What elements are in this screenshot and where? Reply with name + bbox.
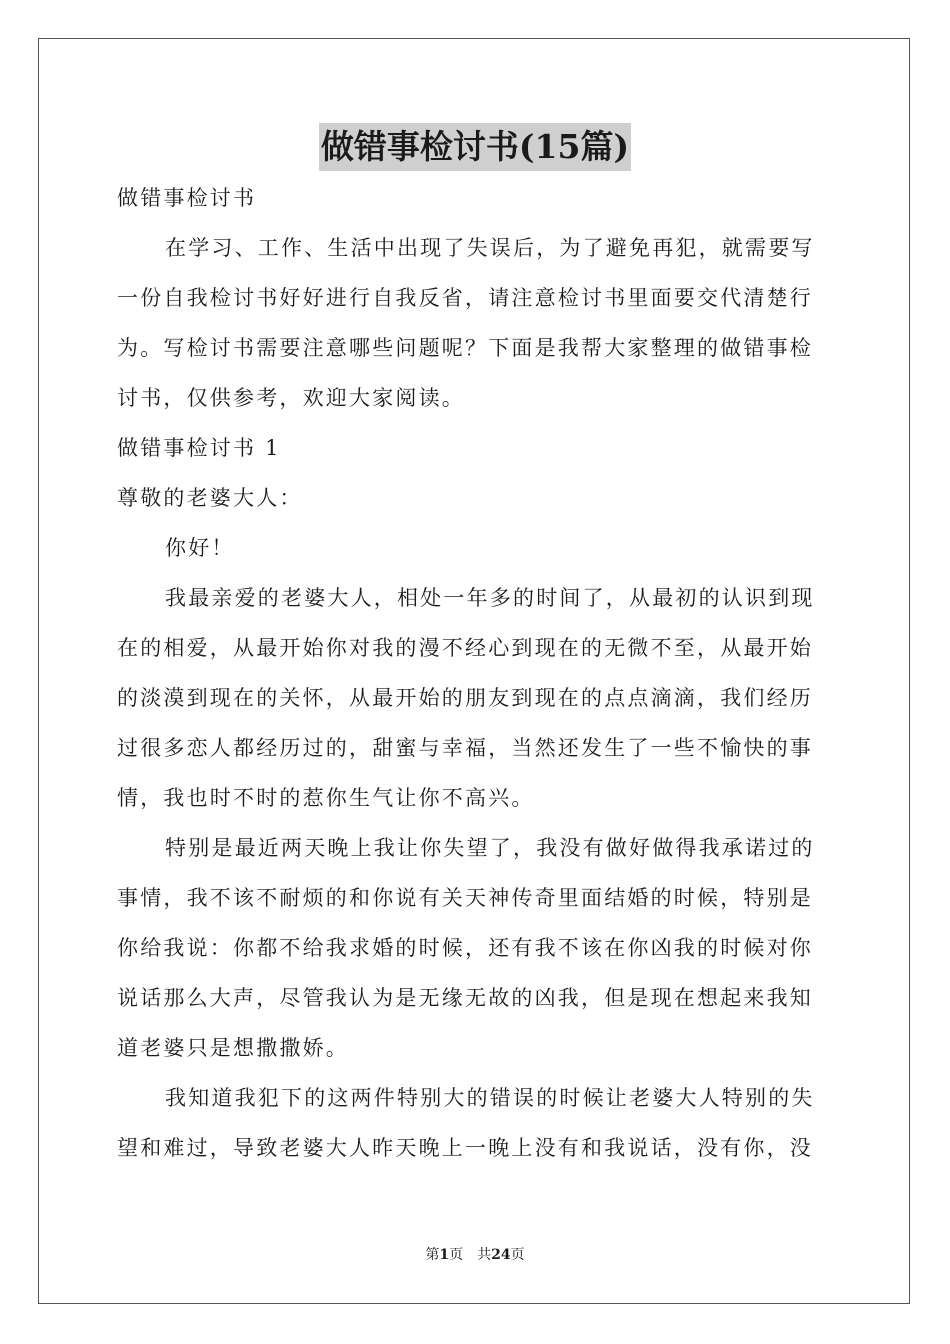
total-page-number: 24 <box>491 1247 511 1263</box>
page-mid: 页 共 <box>449 1247 492 1263</box>
current-page-number: 1 <box>439 1247 450 1263</box>
document-title: 做错事检讨书(15篇) <box>319 123 631 171</box>
page-footer <box>0 1245 950 1265</box>
page-prefix: 第 <box>425 1247 440 1263</box>
page-suffix: 页 <box>510 1247 525 1263</box>
greeting: 你好！ <box>165 536 235 560</box>
body-line: 望和难过，导致老婆大人昨天晚上一晚上没有和我说话，没有你，没 <box>117 1136 813 1160</box>
body-line: 在学习、工作、生活中出现了失误后，为了避免再犯，就需要写 <box>165 236 815 260</box>
body-line: 情，我也时不时的惹你生气让你不高兴。 <box>117 786 535 810</box>
body-line: 过很多恋人都经历过的，甜蜜与幸福，当然还发生了一些不愉快的事 <box>117 736 813 760</box>
body-line: 为。写检讨书需要注意哪些问题呢？下面是我帮大家整理的做错事检 <box>117 336 813 360</box>
body-line: 一份自我检讨书好好进行自我反省，请注意检讨书里面要交代清楚行 <box>117 286 813 310</box>
title-container <box>0 123 950 171</box>
document-body <box>117 173 833 1173</box>
body-line: 我最亲爱的老婆大人，相处一年多的时间了，从最初的认识到现 <box>165 586 815 610</box>
body-line: 事情，我不该不耐烦的和你说有关天神传奇里面结婚的时候，特别是 <box>117 886 813 910</box>
body-line: 的淡漠到现在的关怀，从最开始的朋友到现在的点点滴滴，我们经历 <box>117 686 813 710</box>
body-line: 做错事检讨书 <box>117 186 257 210</box>
body-line: 你给我说：你都不给我求婚的时候，还有我不该在你凶我的时候对你 <box>117 936 813 960</box>
body-line: 讨书，仅供参考，欢迎大家阅读。 <box>117 386 465 410</box>
salutation: 尊敬的老婆大人： <box>117 486 303 510</box>
body-line: 说话那么大声，尽管我认为是无缘无故的凶我，但是现在想起来我知 <box>117 986 813 1010</box>
body-line: 在的相爱，从最开始你对我的漫不经心到现在的无微不至，从最开始 <box>117 636 813 660</box>
section-heading: 做错事检讨书 1 <box>117 436 281 460</box>
body-line: 特别是最近两天晚上我让你失望了，我没有做好做得我承诺过的 <box>165 836 815 860</box>
body-line: 我知道我犯下的这两件特别大的错误的时候让老婆大人特别的失 <box>165 1086 815 1110</box>
body-line: 道老婆只是想撒撒娇。 <box>117 1036 349 1060</box>
